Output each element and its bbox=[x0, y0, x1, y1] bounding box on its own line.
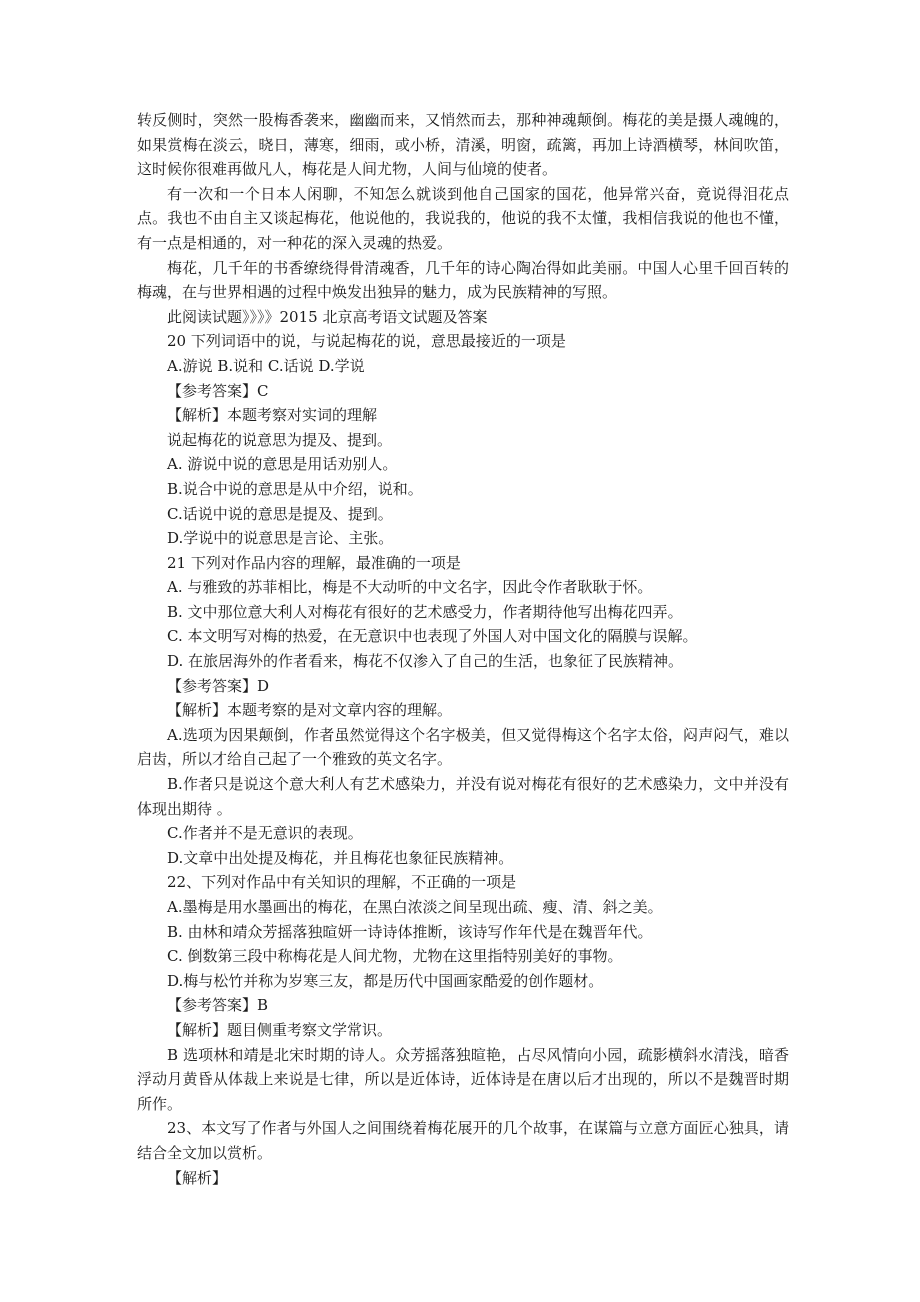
question-21-analysis-a: A.选项为因果颠倒，作者虽然觉得这个名字极美，但又觉得梅这个名字太俗，闷声闷气，难以启齿，所以才给自己起了一个雅致的英文名字。 bbox=[137, 725, 789, 769]
question-20-analysis-title: 【解析】本题考察对实词的理解 bbox=[167, 406, 378, 425]
question-21-analysis-b: B.作者只是说这个意大利人有艺术感染力，并没有说对梅花有很好的艺术感染力，文中并没有体现出期待 。 bbox=[137, 775, 789, 818]
question-21-option-d: D. 在旅居海外的作者看来，梅花不仅渗入了自己的生活，也象征了民族精神。 bbox=[167, 652, 684, 671]
document-body bbox=[137, 108, 789, 1190]
question-23: 23、本文写了作者与外国人之间围绕着梅花展开的几个故事，在谋篇与立意方面匠心独具，请结合全文加以赏析。 bbox=[137, 1119, 789, 1162]
paragraph-continuation: 转反侧时，突然一股梅香袭来，幽幽而来，又悄然而去，那种神魂颠倒。梅花的美是摄人魂魄的，如果赏梅在淡云，晓日，薄寒，细雨，或小桥，清溪，明窗，疏篱，再加上诗酒横琴，林间吹笛，这时候你很难再做凡人，梅花是人间尤物，人间与仙境的使者。 bbox=[137, 111, 789, 179]
question-22-option-b: B. 由林和靖众芳摇落独暄妍一诗诗体推断，该诗写作年代是在魏晋年代。 bbox=[167, 922, 653, 941]
question-22-option-a: A.墨梅是用水墨画出的梅花，在黑白浓淡之间呈现出疏、瘦、清、斜之美。 bbox=[167, 898, 663, 916]
question-22-option-d: D.梅与松竹并称为岁寒三友，都是历代中国画家酷爱的创作题材。 bbox=[167, 971, 604, 990]
section-title-reading-questions: 此阅读试题》》》》2015 北京高考语文试题及答案 bbox=[167, 307, 488, 326]
question-21-option-c: C. 本文明写对梅的热爱，在无意识中也表现了外国人对中国文化的隔膜与误解。 bbox=[167, 627, 698, 646]
question-21-option-b: B. 文中那位意大利人对梅花有很好的艺术感受力，作者期待他写出梅花四弄。 bbox=[167, 602, 683, 621]
paragraph-japanese-friend: 有一次和一个日本人闲聊，不知怎么就谈到他自己国家的国花，他异常兴奋，竟说得泪花点点。我也不由自主又谈起梅花，他说他的，我说我的，他说的我不太懂，我相信我说的他也不懂，有一点是相通的，对一种花的深入灵魂的热爱。 bbox=[137, 184, 789, 252]
question-20-analysis-b: B.说合中说的意思是从中介绍，说和。 bbox=[167, 479, 423, 498]
question-20-analysis-a: A. 游说中说的意思是用话劝别人。 bbox=[167, 455, 398, 474]
question-22-analysis-title: 【解析】题目侧重考察文学常识。 bbox=[167, 1020, 393, 1039]
question-21-option-a: A. 与雅致的苏菲相比，梅是不大动听的中文名字，因此令作者耿耿于怀。 bbox=[167, 578, 653, 597]
question-20-analysis-line: 说起梅花的说意思为提及、提到。 bbox=[167, 430, 393, 449]
question-21-analysis-d: D.文章中出处提及梅花，并且梅花也象征民族精神。 bbox=[167, 848, 514, 867]
question-21-analysis-c: C.作者并不是无意识的表现。 bbox=[167, 824, 363, 843]
question-22: 22、下列对作品中有关知识的理解，不正确的一项是 bbox=[167, 873, 517, 892]
question-22-answer: 【参考答案】B bbox=[167, 996, 269, 1015]
question-22-option-c: C. 倒数第三段中称梅花是人间尤物，尤物在这里指特别美好的事物。 bbox=[167, 947, 623, 966]
paragraph-plum-spirit: 梅花，几千年的书香缭绕得骨清魂香，几千年的诗心陶冶得如此美丽。中国人心里千回百转的梅魂，在与世界相遇的过程中焕发出独异的魅力，成为民族精神的写照。 bbox=[137, 258, 789, 302]
question-22-analysis-b: B 选项林和靖是北宋时期的诗人。众芳摇落独暄艳，占尽风情向小园，疏影横斜水清浅，暗香浮动月黄昏从体裁上来说是七律，所以是近体诗，近体诗是在唐以后才出现的，所以不是魏晋时期所作。 bbox=[137, 1045, 789, 1113]
question-20-options: A.游说 B.说和 C.话说 D.学说 bbox=[167, 356, 365, 375]
question-20: 20 下列词语中的说，与说起梅花的说，意思最接近的一项是 bbox=[167, 332, 566, 351]
question-20-analysis-d: D.学说中的说意思是言论、主张。 bbox=[167, 529, 394, 548]
question-21: 21 下列对作品内容的理解，最准确的一项是 bbox=[167, 553, 461, 572]
question-21-analysis-title: 【解析】本题考察的是对文章内容的理解。 bbox=[167, 701, 453, 720]
question-23-analysis-title: 【解析】 bbox=[167, 1168, 228, 1187]
question-20-analysis-c: C.话说中说的意思是提及、提到。 bbox=[167, 504, 393, 523]
question-21-answer: 【参考答案】D bbox=[167, 676, 270, 695]
question-20-answer: 【参考答案】C bbox=[167, 381, 269, 400]
